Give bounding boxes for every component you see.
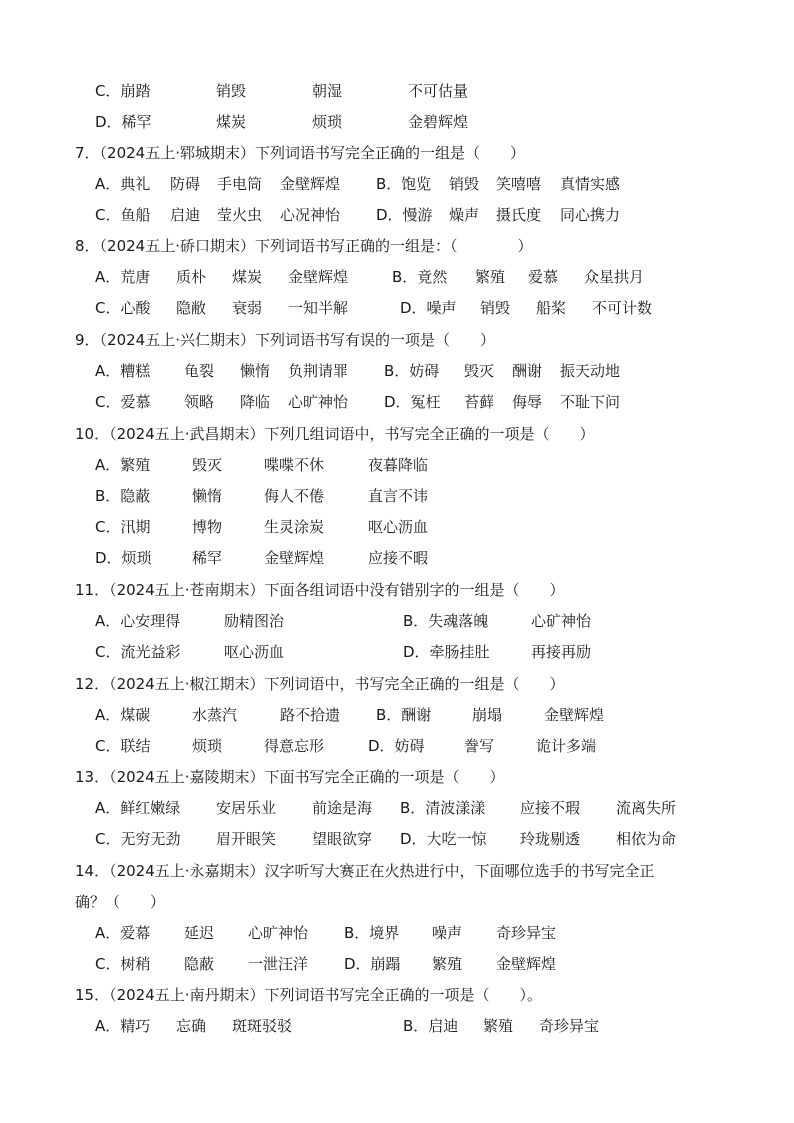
option-word: 质朴 (176, 268, 207, 286)
option-word: 振天动地 (560, 362, 621, 380)
option-word: 毁灭 (464, 362, 495, 380)
option-c-word: C．鱼船 (95, 206, 151, 224)
option-word: 懒惰 (240, 362, 271, 380)
option-b-word: B．境界 (344, 924, 400, 942)
option-word: 望眼欲穿 (312, 830, 373, 848)
option-word: 销毁 (216, 82, 247, 100)
option-b-word: B．竟然 (392, 268, 448, 286)
option-word: 呕心沥血 (224, 643, 285, 661)
option-c-word: C．爱慕 (95, 393, 151, 411)
option-b-word: B．隐蔽 (95, 487, 151, 505)
option-word: 启迪 (170, 206, 201, 224)
question-text: 7．（2024五上·郓城期末）下列词语书写完全正确的一组是（ ） (75, 144, 525, 162)
question-text: 13．（2024五上·嘉陵期末）下面书写完全正确的一项是（ ） (75, 768, 505, 786)
option-word: 销毁 (449, 175, 480, 193)
option-word: 水蒸汽 (192, 706, 238, 724)
option-word: 心况神怡 (280, 206, 341, 224)
question-text: 14．（2024五上·永嘉期末）汉字听写大赛正在火热进行中，下面哪位选手的书写完全正 (75, 862, 655, 880)
option-word: 手电筒 (217, 175, 263, 193)
option-word: 斑斑驳驳 (232, 1017, 293, 1035)
option-word: 一知半解 (288, 299, 349, 317)
option-word: 煤炭 (216, 113, 247, 131)
option-word: 博物 (192, 518, 223, 536)
option-word: 金壁辉煌 (496, 955, 557, 973)
option-c-word: C．无穷无劲 (95, 830, 181, 848)
option-word: 侮辱 (512, 393, 543, 411)
option-c-word: C．树稍 (95, 955, 151, 973)
option-word: 毁灭 (192, 456, 223, 474)
option-b-word: B．启迪 (403, 1017, 459, 1035)
option-word: 诡计多端 (536, 737, 597, 755)
option-a-word: A．心安理得 (95, 612, 181, 630)
option-word: 玲珑剔透 (520, 830, 581, 848)
option-word: 爱慕 (528, 268, 559, 286)
option-word: 忘确 (176, 1017, 207, 1035)
option-a-word: A．爱幕 (95, 924, 151, 942)
option-word: 繁殖 (475, 268, 506, 286)
option-word: 烦琐 (192, 737, 223, 755)
option-word: 心旷神怡 (248, 924, 309, 942)
option-word: 船桨 (536, 299, 567, 317)
question-text: 15．（2024五上·南丹期末）下列词语书写完全正确的一项是（ ）。 (75, 986, 543, 1004)
option-word: 呕心沥血 (368, 518, 429, 536)
option-word: 燥声 (449, 206, 480, 224)
option-b-word: B．清波漾漾 (400, 799, 486, 817)
option-word: 降临 (240, 393, 271, 411)
option-d-word: D．崩蹋 (344, 955, 401, 973)
option-word: 懒惰 (192, 487, 223, 505)
option-word: 前途是海 (312, 799, 373, 817)
option-a-word: A．煤碳 (95, 706, 151, 724)
option-d-word: D．稀罕 (95, 113, 152, 131)
option-word: 销毁 (480, 299, 511, 317)
option-b-word: B．酬谢 (376, 706, 432, 724)
option-word: 励精图治 (224, 612, 285, 630)
option-a-word: A．荒唐 (95, 268, 151, 286)
option-word: 奇珍异宝 (539, 1017, 600, 1035)
option-word: 路不拾遗 (280, 706, 341, 724)
question-text: 9．（2024五上·兴仁期末）下列词语书写有误的一项是（ ） (75, 331, 495, 349)
option-d-word: D．冤枉 (384, 393, 441, 411)
option-word: 不可计数 (592, 299, 653, 317)
option-word: 应接不瑕 (520, 799, 581, 817)
option-word: 金壁辉煌 (280, 175, 341, 193)
question-text: 8．（2024五上·硚口期末）下列词语书写正确的一组是：（ ） (75, 237, 533, 255)
option-b-word: B．失魂落魄 (403, 612, 489, 630)
option-c-word: C．联结 (95, 737, 151, 755)
option-word: 延迟 (184, 924, 215, 942)
option-d-word: D．大吃一惊 (400, 830, 487, 848)
option-word: 生灵涂炭 (264, 518, 325, 536)
option-d-word: D．慢游 (376, 206, 433, 224)
option-c-word: C．心酸 (95, 299, 151, 317)
option-word: 心旷神怡 (288, 393, 349, 411)
option-word: 夜暮降临 (368, 456, 429, 474)
option-word: 衰弱 (232, 299, 263, 317)
option-a-word: A．典礼 (95, 175, 151, 193)
option-d-word: D．烦琐 (95, 549, 152, 567)
question-text: 10．（2024五上·武昌期末）下列几组词语中，书写完全正确的一项是（ ） (75, 425, 595, 443)
option-word: 稀罕 (192, 549, 223, 567)
option-word: 隐敝 (176, 299, 207, 317)
option-word: 崩塌 (472, 706, 503, 724)
option-word: 喋喋不休 (264, 456, 325, 474)
option-c-word: C．流光益彩 (95, 643, 181, 661)
option-word: 龟裂 (184, 362, 215, 380)
option-word: 笑嘻嘻 (496, 175, 542, 193)
option-a-word: A．精巧 (95, 1017, 151, 1035)
option-c-word: C．崩踏 (95, 82, 151, 100)
option-word: 不耻下问 (560, 393, 621, 411)
option-word: 领略 (184, 393, 215, 411)
option-a-word: A．糟糕 (95, 362, 151, 380)
option-word: 安居乐业 (216, 799, 277, 817)
question-text: 确？（ ） (75, 893, 166, 911)
option-word: 煤炭 (232, 268, 263, 286)
option-word: 相依为命 (616, 830, 677, 848)
option-word: 侮人不倦 (264, 487, 325, 505)
option-word: 得意忘形 (264, 737, 325, 755)
question-text: 12．（2024五上·椒江期末）下列词语中，书写完全正确的一组是（ ） (75, 675, 565, 693)
option-word: 同心携力 (560, 206, 621, 224)
option-word: 金壁辉煌 (288, 268, 349, 286)
option-word: 烦琐 (312, 113, 343, 131)
option-word: 金碧辉煌 (408, 113, 469, 131)
option-word: 酬谢 (512, 362, 543, 380)
option-word: 再接再励 (531, 643, 592, 661)
option-b-word: B．饱览 (376, 175, 432, 193)
option-word: 苔藓 (464, 393, 495, 411)
question-text: 11．（2024五上·苍南期末）下面各组词语中没有错别字的一组是（ ） (75, 581, 565, 599)
option-word: 繁殖 (483, 1017, 514, 1035)
option-word: 直言不讳 (368, 487, 429, 505)
option-d-word: D．噪声 (400, 299, 457, 317)
option-word: 噪声 (432, 924, 463, 942)
option-b-word: B．妨碍 (384, 362, 440, 380)
option-word: 朝湿 (312, 82, 343, 100)
option-word: 隐蔽 (184, 955, 215, 973)
option-word: 摄氏度 (496, 206, 542, 224)
option-word: 流离失所 (616, 799, 677, 817)
option-word: 真情实感 (560, 175, 621, 193)
option-word: 奇珍异宝 (496, 924, 557, 942)
option-word: 应接不暇 (368, 549, 429, 567)
option-word: 金壁辉煌 (544, 706, 605, 724)
option-word: 负荆请罪 (288, 362, 349, 380)
option-word: 繁殖 (432, 955, 463, 973)
option-a-word: A．繁殖 (95, 456, 151, 474)
option-word: 一泄汪洋 (248, 955, 309, 973)
option-d-word: D．牵肠挂肚 (403, 643, 490, 661)
option-c-word: C．汛期 (95, 518, 151, 536)
option-d-word: D．妨碍 (368, 737, 425, 755)
option-word: 不可估量 (408, 82, 469, 100)
option-word: 金壁辉煌 (264, 549, 325, 567)
option-word: 莹火虫 (217, 206, 263, 224)
option-word: 誊写 (464, 737, 495, 755)
option-word: 众星拱月 (584, 268, 645, 286)
option-a-word: A．鲜红嫩绿 (95, 799, 181, 817)
option-word: 眉开眼笑 (216, 830, 277, 848)
option-word: 心矿神怡 (531, 612, 592, 630)
option-word: 防碍 (170, 175, 201, 193)
